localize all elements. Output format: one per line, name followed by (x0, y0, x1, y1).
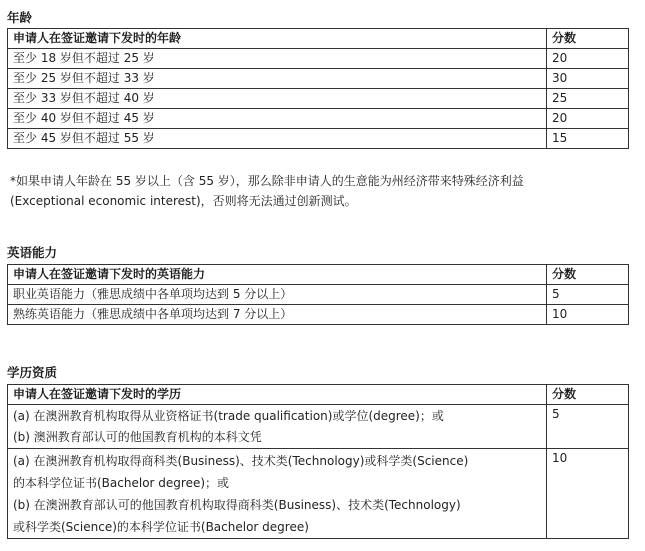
age-range-cell: 至少 18 岁但不超过 25 岁 (8, 49, 547, 69)
score-cell: 30 (547, 69, 629, 89)
age-range-cell: 至少 45 岁但不超过 55 岁 (8, 129, 547, 149)
age-table (7, 28, 629, 149)
score-cell: 25 (547, 89, 629, 109)
table-row (8, 69, 629, 89)
table-row (8, 305, 629, 325)
score-cell: 5 (547, 285, 629, 305)
column-header-score: 分数 (547, 385, 629, 405)
age-footnote (10, 171, 635, 211)
criteria-line: 或科学类(Science)的本科学位证书(Bachelor degree) (13, 520, 309, 534)
section-title-education: 学历资质 (7, 365, 58, 380)
table-row (8, 109, 629, 129)
column-header-education: 申请人在签证邀请下发时的学历 (8, 385, 547, 405)
table-header-row (8, 265, 629, 285)
education-criteria-cell (8, 405, 547, 449)
footnote-line: (Exceptional economic interest)，否则将无法通过创新测试。 (10, 194, 357, 208)
column-header-age: 申请人在签证邀请下发时的年龄 (8, 29, 547, 49)
column-header-score: 分数 (547, 29, 629, 49)
education-table (7, 384, 629, 539)
education-criteria-cell (8, 449, 547, 539)
age-range-cell: 至少 33 岁但不超过 40 岁 (8, 89, 547, 109)
table-header-row (8, 385, 629, 405)
table-header-row (8, 29, 629, 49)
criteria-line: (b) 在澳洲教育部认可的他国教育机构取得商科类(Business)、技术类(Technology) (13, 498, 461, 512)
criteria-line: (a) 在澳洲教育机构取得从业资格证书(trade qualification)或学位(degree)；或 (13, 409, 444, 423)
score-cell: 20 (547, 109, 629, 129)
table-row (8, 405, 629, 449)
age-range-cell: 至少 25 岁但不超过 33 岁 (8, 69, 547, 89)
section-title-age: 年龄 (7, 10, 33, 25)
score-cell: 5 (547, 405, 629, 449)
table-row (8, 129, 629, 149)
score-cell: 15 (547, 129, 629, 149)
age-range-cell: 至少 40 岁但不超过 45 岁 (8, 109, 547, 129)
footnote-line: *如果申请人年龄在 55 岁以上（含 55 岁），那么除非申请人的生意能为州经济带来特殊经济利益 (10, 174, 524, 188)
score-cell: 10 (547, 305, 629, 325)
score-cell: 10 (547, 449, 629, 539)
criteria-line: 的本科学位证书(Bachelor degree)；或 (13, 476, 230, 490)
english-level-cell: 熟练英语能力（雅思成绩中各单项均达到 7 分以上） (8, 305, 547, 325)
section-title-english: 英语能力 (7, 245, 58, 260)
criteria-line: (b) 澳洲教育部认可的他国教育机构的本科文凭 (13, 430, 262, 444)
table-row (8, 449, 629, 539)
table-row (8, 89, 629, 109)
criteria-line: (a) 在澳洲教育机构取得商科类(Business)、技术类(Technology)或科学类(Science) (13, 454, 469, 468)
score-cell: 20 (547, 49, 629, 69)
column-header-english: 申请人在签证邀请下发时的英语能力 (8, 265, 547, 285)
english-table (7, 264, 629, 325)
table-row (8, 49, 629, 69)
english-level-cell: 职业英语能力（雅思成绩中各单项均达到 5 分以上） (8, 285, 547, 305)
column-header-score: 分数 (547, 265, 629, 285)
table-row (8, 285, 629, 305)
